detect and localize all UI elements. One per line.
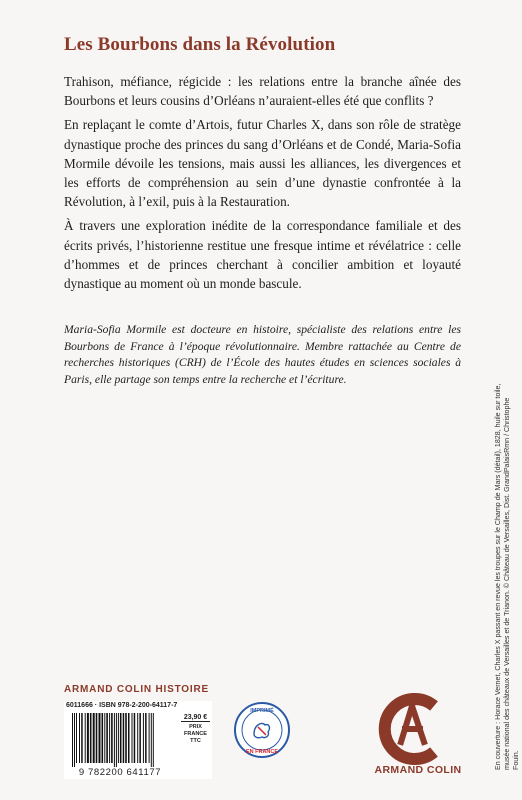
price-box	[181, 714, 210, 745]
price-label-line: FRANCE	[184, 731, 207, 737]
cover-credit	[478, 380, 520, 770]
author-bio: Maria-Sofia Mormile est docteure en histoire, spécialiste des relations entre les Bourbons de France à l’époque révolutionnaire. Membre rattachée au Centre de recherches historiques (CRH) de l’École des hautes études en sciences sociales à Paris, elle partage son temps entre la recherche et l’écriture.	[64, 323, 461, 386]
cover-credit-text: En couverture : Horace Vernet, Charles X passant en revue les troupes sur le Champ de Mars (détail), 1828, huile sur toile, musée national des châteaux de Versailles et de Trianon. © Château de Versailles, Dist. GrandPalaisRmn / Christophe Fouin.	[494, 383, 520, 770]
blurb-paragraph-2: En replaçant le comte d’Artois, futur Charles X, dans son rôle de stratège dynastique proche des princes du sang d’Orléans et de Condé, Maria-Sofia Mormile dévoile les tensions, mais aussi les alliances, les divergences et les efforts de compréhension au sein d’une dynastie confrontée à la Révolution, à l’exil, puis à la Restauration.	[64, 117, 461, 210]
blurb-paragraph-3: À travers une exploration inédite de la correspondance familiale et des écrits privés, l’historienne restitue une fresque intime et révélatrice : celle d’hommes et de princes cherchant à concilier ambition et loyauté dynastique au moment où un monde bascule.	[64, 218, 461, 292]
book-title: Les Bourbons dans la Révolution	[64, 34, 336, 55]
imprime-en-france-badge-icon	[233, 701, 291, 759]
publisher-name: ARMAND COLIN	[374, 764, 462, 776]
price: 23,90 €	[181, 714, 210, 722]
blurb-paragraph-1: Trahison, méfiance, régicide : les relations entre la branche aînée des Bourbons et leurs cousins d’Orléans n’auraient-elles été que conflits ?	[64, 74, 461, 109]
isbn-line: 6011666 · ISBN 978-2-200-64117-7	[66, 702, 178, 709]
badge-bottom-text: EN FRANCE	[245, 749, 279, 755]
price-label	[181, 724, 210, 745]
price-label-line: TTC	[190, 738, 201, 744]
price-label-line: PRIX	[189, 724, 202, 730]
barcode-block	[64, 701, 212, 779]
badge-top-text: IMPRIMÉ	[250, 708, 274, 714]
blurb	[64, 72, 461, 298]
barcode-icon	[70, 713, 174, 767]
barcode-digits: 9 782200 641177	[78, 767, 162, 778]
series-name: ARMAND COLIN HISTOIRE	[64, 684, 209, 695]
